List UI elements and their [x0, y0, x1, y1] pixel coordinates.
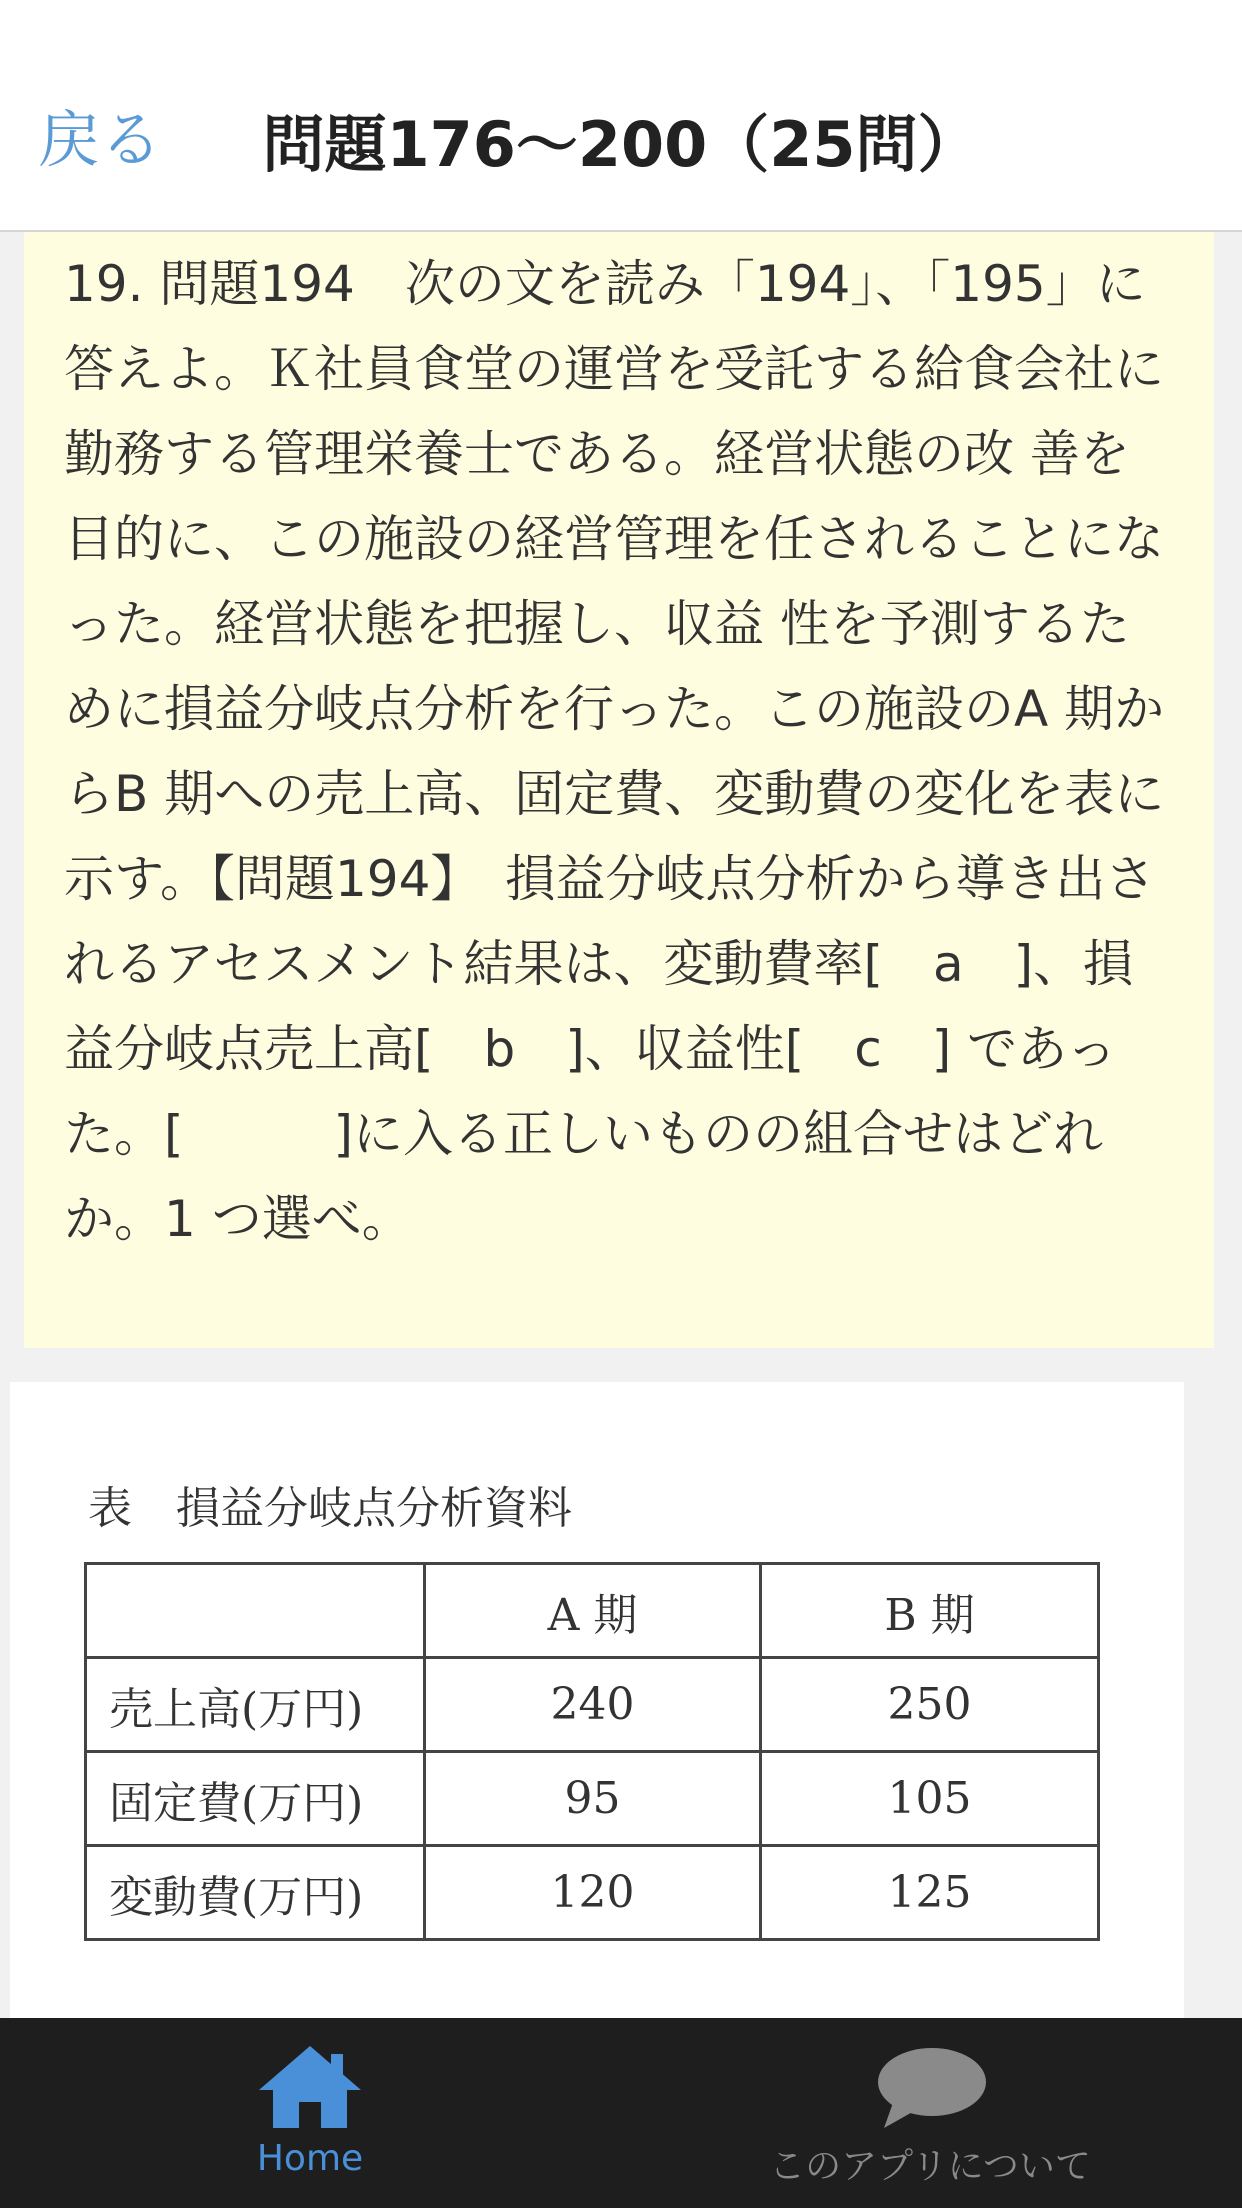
back-button[interactable]: 戻る	[38, 103, 163, 176]
table-row	[86, 1846, 1099, 1940]
cell-variable-b: 125	[760, 1846, 1098, 1940]
table-header-b: B 期	[760, 1564, 1098, 1658]
table-row	[86, 1658, 1099, 1752]
row-label-fixed-cost: 固定費(万円)	[86, 1752, 425, 1846]
cell-variable-a: 120	[425, 1846, 761, 1940]
break-even-table	[84, 1562, 1100, 1941]
row-label-variable-cost: 変動費(万円)	[86, 1846, 425, 1940]
navigation-bar	[0, 0, 1242, 232]
question-panel	[24, 232, 1214, 1348]
tab-home[interactable]	[160, 2018, 460, 2208]
cell-fixed-b: 105	[760, 1752, 1098, 1846]
cell-sales-b: 250	[760, 1658, 1098, 1752]
cell-sales-a: 240	[425, 1658, 761, 1752]
tab-about[interactable]	[700, 2018, 1160, 2208]
table-caption: 表 損益分岐点分析資料	[88, 1483, 572, 1534]
tab-home-label: Home	[256, 2138, 364, 2179]
table-header-a: A 期	[425, 1564, 761, 1658]
tab-about-label: このアプリについて	[769, 2146, 1091, 2187]
table-image-panel	[10, 1382, 1184, 2018]
table-header-row	[86, 1564, 1099, 1658]
scroll-content[interactable]	[0, 232, 1242, 2018]
page-title: 問題176〜200（25問）	[262, 108, 980, 181]
question-text: 19. 問題194 次の文を読み「194」、「195」に答えよ。Ｋ社員食堂の運営を受託する給食会社に勤務する管理栄養士である。経営状態の改 善を目的に、この施設の経営管理を任されることになった。経営状態を把握し、収益 性を予測するために損益分岐点分析を行った。この施設のA 期からB 期への売上高、固定費、変動費の変化を表に示す。【問題194】 損益分岐点分析から導き出されるアセスメント結果は、変動費率[ a ]、損 益分岐点売上高[ b ]、収益性[ c ] であった。[ ]に入る正しいものの組合せはどれか。1 つ選べ。	[64, 255, 1165, 1248]
tab-bar	[0, 2018, 1242, 2208]
table-row	[86, 1752, 1099, 1846]
table-header-empty	[86, 1564, 425, 1658]
speech-bubble-icon	[870, 2042, 990, 2132]
cell-fixed-a: 95	[425, 1752, 761, 1846]
home-icon	[255, 2042, 365, 2132]
row-label-sales: 売上高(万円)	[86, 1658, 425, 1752]
